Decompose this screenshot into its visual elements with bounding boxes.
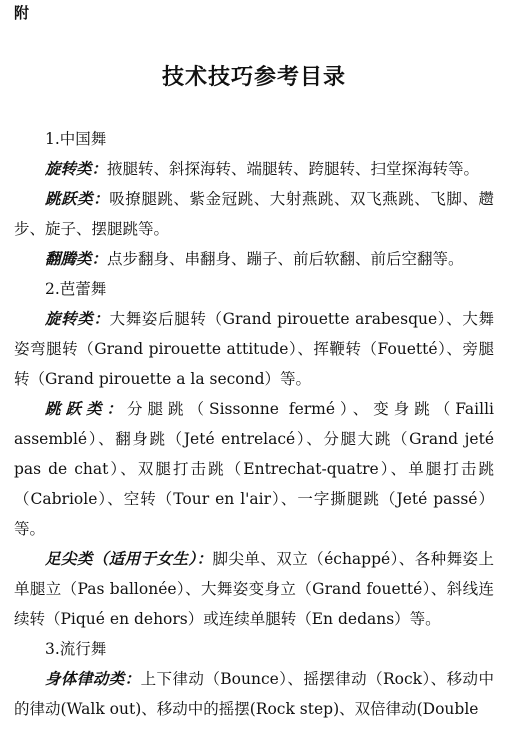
page-title: 技术技巧参考目录 [161, 64, 346, 90]
item-ballet-spin [14, 304, 494, 394]
item-ballet-pointe [14, 544, 494, 634]
item-label: 跳跃类： [45, 189, 110, 208]
item-chinese-tumble [14, 244, 494, 274]
content [14, 124, 494, 724]
section-heading-ballet: 2.芭蕾舞 [45, 280, 107, 298]
item-label: 身体律动类： [45, 669, 141, 688]
item-text: 分腿跳（Sissonne fermé）、变身跳（Failli assemblé）、翻身跳（Jeté entrelacé）、分腿大跳（Grand jeté pas de chat）、双腿打击跳（Entrechat-quatre）、单腿打击跳（Cabriole）、空转（Tour en l'air）、一字撕腿跳（Jeté passé）等。 [14, 400, 494, 538]
item-label: 旋转类： [45, 309, 110, 328]
item-text: 脚尖单、双立（échappé）、各种舞姿上单腿立（Pas ballonée）、大舞姿变身立（Grand fouetté）、斜线连续转（Piqué en dehors）或连续单腿转（En dedans）等。 [14, 550, 494, 628]
appendix-label: 附 [14, 4, 30, 22]
item-chinese-jump [14, 184, 494, 244]
section-heading-popular-dance: 3.流行舞 [45, 640, 107, 658]
item-ballet-jump [14, 394, 494, 544]
item-chinese-spin [14, 154, 494, 184]
item-label: 跳跃类： [45, 399, 127, 418]
item-text: 点步翻身、串翻身、蹦子、前后软翻、前后空翻等。 [107, 250, 464, 268]
item-label: 翻腾类： [45, 249, 108, 268]
item-label: 足尖类（适用于女生）： [45, 549, 213, 568]
item-popular-groove [14, 664, 494, 724]
section-heading-chinese-dance: 1.中国舞 [45, 130, 107, 148]
item-text: 掖腿转、斜探海转、端腿转、跨腿转、扫堂探海转等。 [107, 160, 480, 178]
item-label: 旋转类： [45, 159, 108, 178]
item-text: 大舞姿后腿转（Grand pirouette arabesque）、大舞姿弯腿转（Grand pirouette attitude）、挥鞭转（Fouetté）、旁腿转（Grand pirouette a la second）等。 [14, 310, 494, 388]
item-text: 吸撩腿跳、紫金冠跳、大射燕跳、双飞燕跳、飞脚、趱步、旋子、摆腿跳等。 [14, 190, 494, 238]
item-text: 上下律动（Bounce）、摇摆律动（Rock）、移动中的律动(Walk out)、移动中的摇摆(Rock step)、双倍律动(Double [14, 670, 494, 718]
